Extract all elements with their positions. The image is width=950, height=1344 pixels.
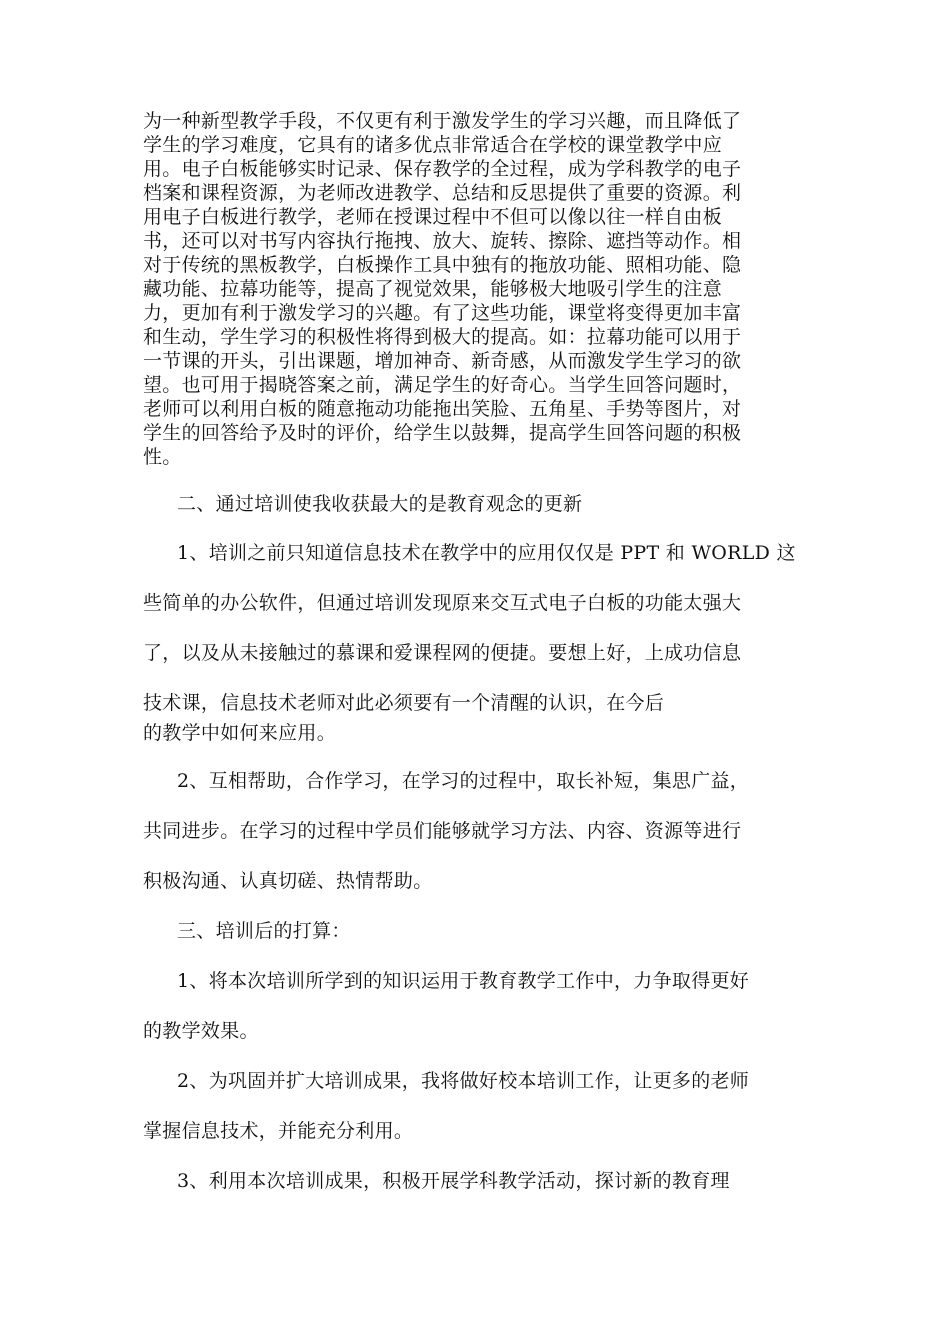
section-2-item-1-line: 的教学中如何来应用。	[143, 722, 337, 744]
paragraph-1-line: 用电子白板进行教学，老师在授课过程中不但可以像以往一样自由板	[143, 206, 723, 228]
section-3-item-1-line: 的教学效果。	[143, 1020, 259, 1042]
paragraph-1-line: 力，更加有利于激发学习的兴趣。有了这些功能，课堂将变得更加丰富	[143, 302, 742, 324]
paragraph-1-line: 为一种新型教学手段，不仅更有利于激发学生的学习兴趣，而且降低了	[143, 110, 742, 132]
paragraph-1-line: 用。电子白板能够实时记录、保存教学的全过程，成为学科教学的电子	[143, 158, 742, 180]
section-3-item-2-line: 2、为巩固并扩大培训成果，我将做好校本培训工作，让更多的老师	[177, 1070, 750, 1092]
section-2-item-1-line: 技术课，信息技术老师对此必须要有一个清醒的认识，在今后	[143, 692, 665, 714]
paragraph-1-line: 学生的回答给予及时的评价，给学生以鼓舞，提高学生回答问题的积极	[143, 422, 742, 444]
section-3-item-2-line: 掌握信息技术，并能充分利用。	[143, 1120, 414, 1142]
section-2-item-2-line: 2、互相帮助，合作学习，在学习的过程中，取长补短，集思广益，	[177, 770, 750, 792]
section-2-item-1-line: 了，以及从未接触过的慕课和爱课程网的便捷。要想上好，上成功信息	[143, 642, 742, 664]
paragraph-1-line: 性。	[143, 446, 182, 468]
paragraph-1-line: 老师可以利用白板的随意拖动功能拖出笑脸、五角星、手势等图片，对	[143, 398, 742, 420]
paragraph-1-line: 学生的学习难度，它具有的诸多优点非常适合在学校的课堂教学中应	[143, 134, 723, 156]
section-heading-2: 二、通过培训使我收获最大的是教育观念的更新	[177, 493, 583, 515]
section-3-item-3-line: 3、利用本次培训成果，积极开展学科教学活动，探讨新的教育理	[177, 1170, 730, 1192]
paragraph-1-line: 对于传统的黑板教学，白板操作工具中独有的拖放功能、照相功能、隐	[143, 254, 742, 276]
paragraph-1-line: 档案和课程资源，为老师改进教学、总结和反思提供了重要的资源。利	[143, 182, 742, 204]
section-2-item-2-line: 共同进步。在学习的过程中学员们能够就学习方法、内容、资源等进行	[143, 820, 742, 842]
paragraph-1-line: 望。也可用于揭晓答案之前，满足学生的好奇心。当学生回答问题时，	[143, 374, 742, 396]
paragraph-1-line: 和生动，学生学习的积极性将得到极大的提高。如：拉幕功能可以用于	[143, 326, 742, 348]
section-2-item-1-line: 1、培训之前只知道信息技术在教学中的应用仅仅是 PPT 和 WORLD 这	[177, 542, 796, 564]
paragraph-1-line: 藏功能、拉幕功能等，提高了视觉效果，能够极大地吸引学生的注意	[143, 278, 723, 300]
section-2-item-2-line: 积极沟通、认真切磋、热情帮助。	[143, 870, 433, 892]
paragraph-1-line: 书，还可以对书写内容执行拖拽、放大、旋转、擦除、遮挡等动作。相	[143, 230, 742, 252]
paragraph-1-line: 一节课的开头，引出课题，增加神奇、新奇感，从而激发学生学习的欲	[143, 350, 742, 372]
section-heading-3: 三、培训后的打算：	[177, 920, 351, 942]
section-2-item-1-line: 些简单的办公软件，但通过培训发现原来交互式电子白板的功能太强大	[143, 592, 742, 614]
section-3-item-1-line: 1、将本次培训所学到的知识运用于教育教学工作中，力争取得更好	[177, 970, 750, 992]
